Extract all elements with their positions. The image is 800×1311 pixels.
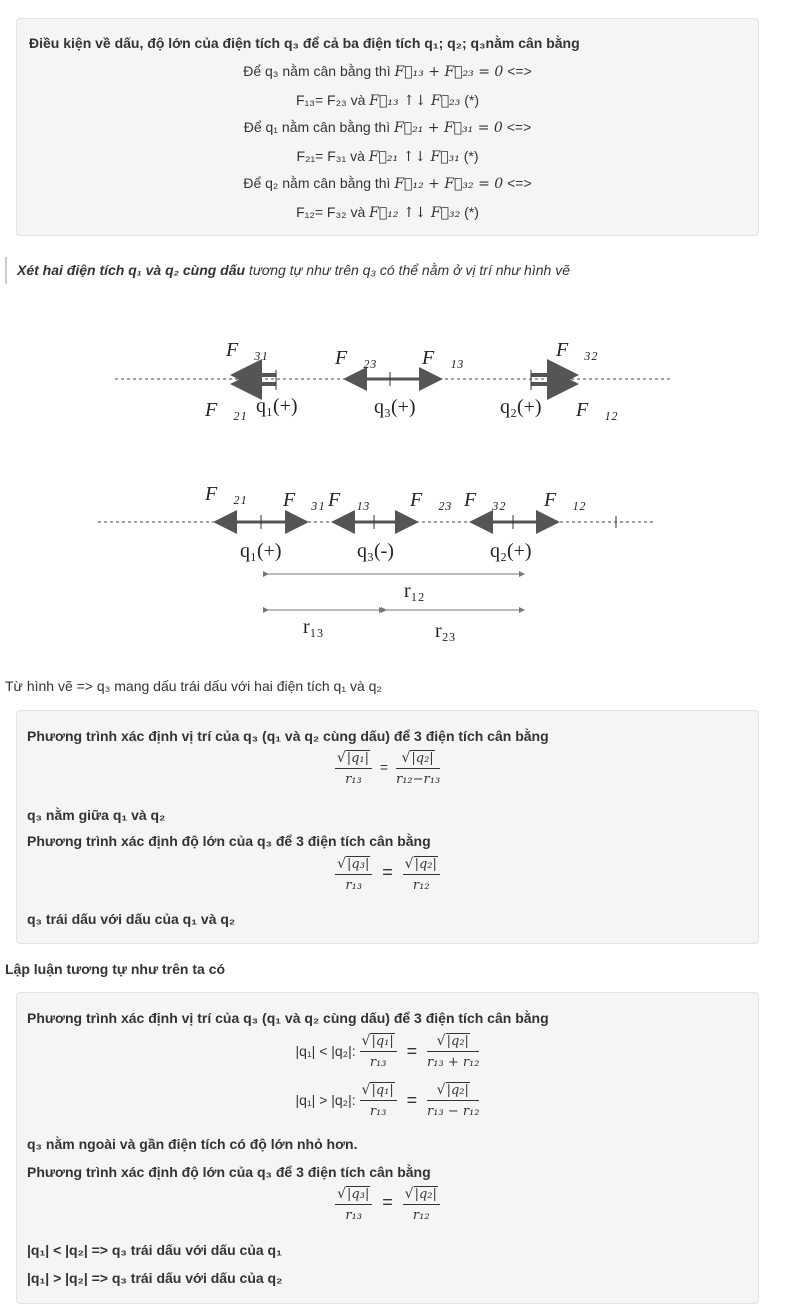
box3-text-case-less: |q₁| < |q₂| => q₃ trái dấu với dấu của q₁ xyxy=(27,1242,282,1258)
box2-text-between: q₃ nằm giữa q₁ và q₂ xyxy=(27,807,166,823)
box1-line1-math: F⃗₁₃ + F⃗₂₃ = 0 xyxy=(394,64,504,80)
numerator: |q₂| xyxy=(446,1083,469,1098)
equals-sign: = xyxy=(382,861,393,882)
denominator: r₁₃ xyxy=(345,878,363,893)
d1-label-f21: F⃗₂₁ xyxy=(205,399,247,421)
fraction: $\frac{\text{√|q₂|}}{\text{r₁₂}}$ xyxy=(403,855,440,893)
box1-line1 xyxy=(17,63,758,80)
fraction: $\frac{\text{√|q₁|}}{\text{r₁₃}}$ xyxy=(360,1081,397,1119)
box1-line4 xyxy=(17,148,758,165)
d2-label-f32: F⃗₃₂ xyxy=(464,489,506,511)
paragraph-sign-conclusion: Từ hình vẽ => q₃ mang dấu trái dấu với hai điện tích q₁ và q₂ xyxy=(5,678,382,694)
box1-line4-post: (*) xyxy=(459,148,479,164)
box1-line1-text: Để q₃ nằm cân bằng thì xyxy=(243,63,395,79)
d2-label-r12: r₁₂ xyxy=(404,580,425,602)
quote-bold: Xét hai điện tích q₁ và q₂ cùng dấu xyxy=(17,262,246,278)
d2-label-f13: F⃗₁₃ xyxy=(328,489,370,511)
denominator: r₁₃ xyxy=(345,1208,363,1223)
fraction: $\frac{\text{√|q₁|}}{\text{r₁₃}}$ xyxy=(360,1032,397,1070)
d1-label-f23: F⃗₂₃ xyxy=(335,347,377,369)
equals-sign: = xyxy=(406,1040,418,1061)
d2-label-q3: q₃(-) xyxy=(357,540,394,562)
denominator: r₁₂ xyxy=(412,878,430,893)
box3-heading-magnitude: Phương trình xác định độ lớn của q₃ để 3 điện tích cân bằng xyxy=(27,1164,431,1180)
fraction: $\frac{\text{√|q₂|}}{\text{r₁₂}}$ xyxy=(403,1185,440,1223)
fraction: $\frac{\text{√|q₂|}}{\text{r₁₃ − r₁₂}}$ xyxy=(427,1082,480,1119)
box3-text-outside: q₃ nằm ngoài và gần điện tích có độ lớn nhỏ hơn. xyxy=(27,1136,358,1152)
fraction: $\frac{\text{√|q₂|}}{\text{r₁₂−r₁₃}}$ xyxy=(396,750,441,787)
d1-label-f12: F⃗₁₂ xyxy=(576,399,618,421)
d1-label-f31: F⃗₃₁ xyxy=(226,339,268,361)
numerator: |q₁| xyxy=(346,751,370,766)
denominator: r₁₃ + r₁₂ xyxy=(427,1055,480,1070)
box1-line3-math: F⃗₂₁ + F⃗₃₁ = 0 xyxy=(393,120,503,136)
quote-rest: tương tự như trên q₃ có thể nằm ở vị trí như hình vẽ xyxy=(245,262,570,278)
box3-text-case-greater: |q₁| > |q₂| => q₃ trái dấu với dấu của q₂ xyxy=(27,1270,283,1286)
d2-label-f21: F⃗₂₁ xyxy=(205,483,247,505)
box2-heading-magnitude: Phương trình xác định độ lớn của q₃ để 3 điện tích cân bằng xyxy=(27,833,431,849)
charges-diagram xyxy=(0,300,800,660)
box2-heading-position: Phương trình xác định vị trí của q₃ (q₁ và q₂ cùng dấu) để 3 điện tích cân bằng xyxy=(27,728,549,744)
d2-label-f31: F⃗₃₁ xyxy=(283,489,325,511)
box1-line5-math: F⃗₁₂ + F⃗₃₂ = 0 xyxy=(394,176,504,192)
numerator: |q₁| xyxy=(371,1083,394,1098)
equals-sign: = xyxy=(379,758,389,775)
box3-case-less xyxy=(17,1032,758,1070)
case-label: |q₁| < |q₂|: xyxy=(295,1043,360,1059)
numerator: |q₂| xyxy=(414,857,437,872)
box1-line4-text: F₂₁= F₃₁ và xyxy=(296,148,369,164)
d1-label-f13: F⃗₁₃ xyxy=(422,347,464,369)
d1-label-f32: F⃗₃₂ xyxy=(556,339,598,361)
box1-title: Điều kiện về dấu, độ lớn của điện tích q₃ để cả ba điện tích q₁; q₂; q₃nằm cân bằng xyxy=(29,35,580,51)
position-magnitude-box-outside xyxy=(16,992,759,1304)
box1-line2-math: F⃗₁₃ ↑↓ F⃗₂₃ xyxy=(369,93,461,109)
d2-label-r13: r₁₃ xyxy=(303,616,324,638)
box1-line5-post: <=> xyxy=(503,175,532,191)
d2-label-r23: r₂₃ xyxy=(435,620,456,642)
box1-line4-math: F⃗₂₁ ↑↓ F⃗₃₁ xyxy=(368,149,460,165)
numerator: |q₂| xyxy=(414,1187,437,1202)
d1-label-q1: q₁(+) xyxy=(256,395,298,417)
numerator: |q₂| xyxy=(411,751,434,766)
box3-case-greater xyxy=(17,1081,758,1119)
box1-line6 xyxy=(17,204,758,221)
quote-text xyxy=(17,262,570,278)
equals-sign: = xyxy=(406,1089,418,1110)
numerator: |q₂| xyxy=(446,1034,469,1049)
box1-line2-text: F₁₃= F₂₃ và xyxy=(295,92,370,108)
box1-line6-math: F⃗₁₂ ↑↓ F⃗₃₂ xyxy=(369,205,461,221)
denominator: r₁₃ xyxy=(369,1104,387,1119)
paragraph-similar-reasoning: Lập luận tương tự như trên ta có xyxy=(5,961,226,977)
box1-line6-text: F₁₂= F₃₂ và xyxy=(296,204,370,220)
denominator: r₁₂−r₁₃ xyxy=(396,772,441,787)
denominator: r₁₂ xyxy=(412,1208,430,1223)
box1-line6-post: (*) xyxy=(460,204,479,220)
d2-label-f12: F⃗₁₂ xyxy=(544,489,586,511)
denominator: r₁₃ − r₁₂ xyxy=(427,1104,480,1119)
numerator: |q₃| xyxy=(347,857,370,872)
box2-formula-position xyxy=(17,749,758,787)
box2-text-opposite-sign: q₃ trái dấu với dấu của q₁ và q₂ xyxy=(27,911,236,927)
fraction: $\frac{\text{√|q₃|}}{\text{r₁₃}}$ xyxy=(335,855,372,893)
box1-line5-text: Để q₂ nằm cân bằng thì xyxy=(243,175,395,191)
box3-formula-magnitude xyxy=(17,1185,758,1223)
numerator: |q₁| xyxy=(371,1034,394,1049)
fraction: $\frac{\text{√|q₁|}}{\text{r₁₃}}$ xyxy=(335,749,372,787)
box1-line3 xyxy=(17,119,758,136)
box1-line2-post: (*) xyxy=(460,92,479,108)
fraction: $\frac{\text{√|q₂|}}{\text{r₁₃ + r₁₂}}$ xyxy=(427,1033,480,1070)
d1-label-q2: q₂(+) xyxy=(500,396,542,418)
position-magnitude-box-same-sign xyxy=(16,710,759,944)
d2-label-f23: F⃗₂₃ xyxy=(410,489,452,511)
box1-line3-post: <=> xyxy=(502,119,532,135)
equals-sign: = xyxy=(382,1191,393,1212)
d2-label-q1: q₁(+) xyxy=(240,540,282,562)
fraction: $\frac{\text{√|q₃|}}{\text{r₁₃}}$ xyxy=(335,1185,372,1223)
box3-heading-position: Phương trình xác định vị trí của q₃ (q₁ và q₂ cùng dấu) để 3 điện tích cân bằng xyxy=(27,1010,549,1026)
d1-label-q3: q₃(+) xyxy=(374,396,416,418)
numerator: |q₃| xyxy=(347,1187,370,1202)
box1-line5 xyxy=(17,175,758,192)
box1-line2 xyxy=(17,92,758,109)
box1-line1-post: <=> xyxy=(503,63,532,79)
box1-line3-text: Để q₁ nằm cân bằng thì xyxy=(243,119,394,135)
box2-formula-magnitude xyxy=(17,855,758,893)
denominator: r₁₃ xyxy=(369,1055,387,1070)
denominator: r₁₃ xyxy=(345,772,362,787)
case-label: |q₁| > |q₂|: xyxy=(295,1092,360,1108)
equilibrium-conditions-box xyxy=(16,18,759,236)
quote-bar xyxy=(5,257,7,284)
d2-label-q2: q₂(+) xyxy=(490,540,532,562)
